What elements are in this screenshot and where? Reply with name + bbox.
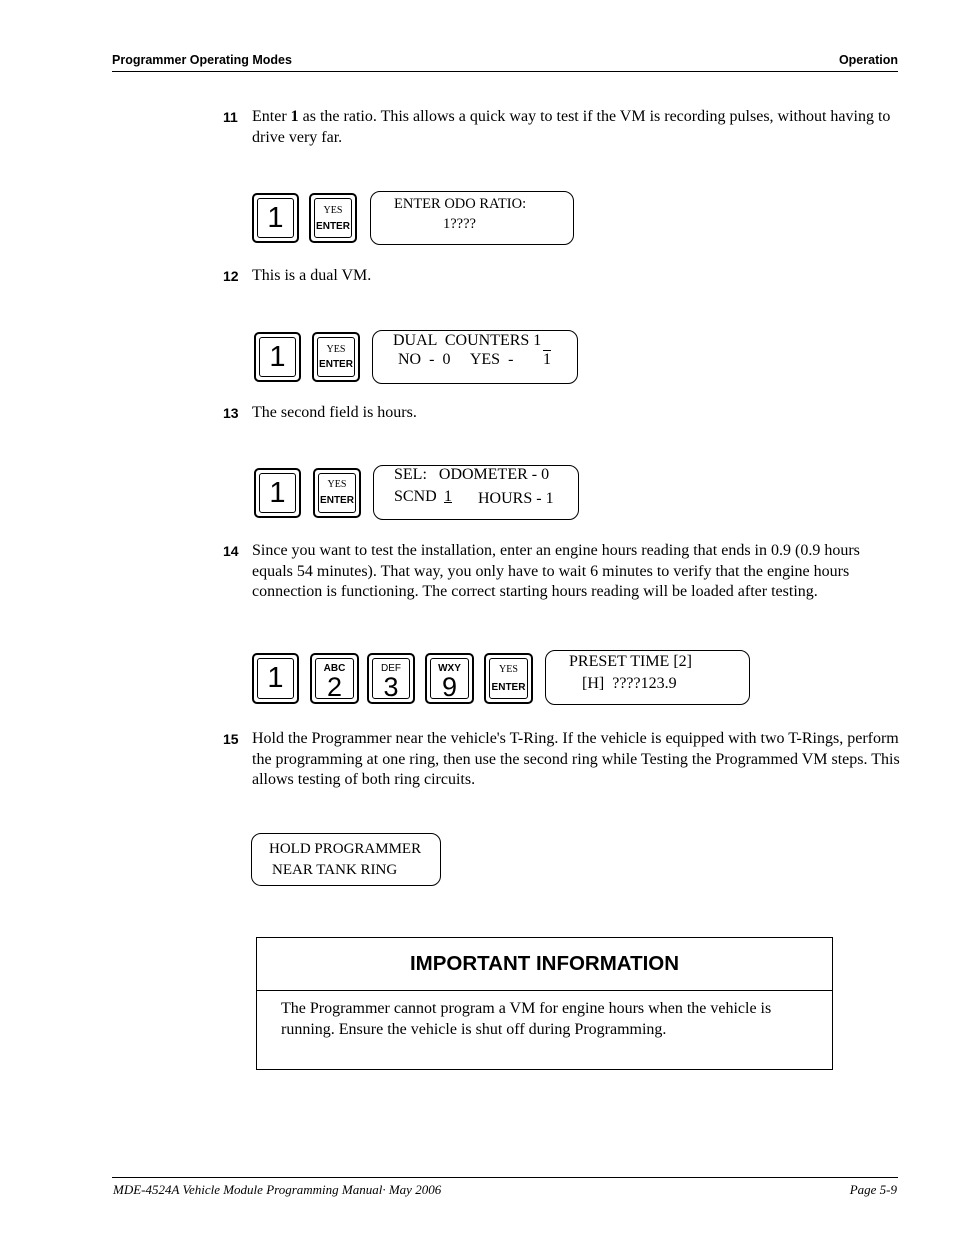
- key-label: 1: [267, 202, 284, 234]
- display-line-1: HOLD PROGRAMMER: [269, 841, 422, 857]
- display-line-2: [H] ????123.9: [582, 675, 677, 692]
- key-letters: DEF: [381, 663, 401, 674]
- display-line-2: 1????: [443, 216, 476, 232]
- display-line-1: DUAL COUNTERS 1: [393, 332, 542, 349]
- key-yes-enter[interactable]: [484, 653, 533, 704]
- key-yes-label: YES: [323, 205, 343, 216]
- step-text-part: Enter: [252, 108, 291, 125]
- important-information-title: IMPORTANT INFORMATION: [409, 952, 680, 975]
- key-label: 3: [383, 672, 399, 702]
- key-inner: [317, 337, 355, 377]
- key-2-abc[interactable]: [310, 653, 359, 704]
- key-1[interactable]: [254, 468, 301, 518]
- programmer-display: [545, 650, 750, 705]
- display-cursor: 1: [543, 351, 551, 368]
- key-1[interactable]: [252, 193, 299, 243]
- header-section-title: Programmer Operating Modes: [112, 53, 292, 67]
- key-label: 9: [441, 672, 458, 702]
- important-information-box: [256, 937, 833, 1070]
- key-9-wxy[interactable]: [425, 653, 474, 704]
- step-text: Since you want to test the installation, enter an engine hours reading that ends in 0.9 (0.9 hours equals 54 minutes). That way, you only have to wait 6 minutes to verify that the engine hours connection is functioning. The correct starting hours reading will be loaded after testing.: [252, 542, 860, 600]
- header-chapter-title: Operation: [838, 53, 898, 67]
- key-label: 1: [269, 477, 286, 509]
- key-enter-label: ENTER: [319, 359, 353, 370]
- display-line-2-label: SCND: [394, 488, 437, 505]
- programmer-display: [373, 465, 579, 520]
- step-number: 12: [223, 268, 239, 284]
- display-line-2: NO - 0 YES -: [398, 351, 514, 368]
- step-number: 13: [223, 405, 239, 421]
- programmer-display: [372, 330, 578, 384]
- key-yes-label: YES: [499, 664, 518, 675]
- key-yes-enter[interactable]: [313, 468, 361, 518]
- key-3-def[interactable]: [367, 653, 415, 704]
- header-rule: [112, 71, 898, 72]
- step-text: [252, 107, 902, 148]
- step-number: 15: [223, 731, 239, 747]
- programmer-display: [251, 833, 441, 886]
- step-text-part: as the ratio. This allows a quick way to test if the VM is recording pulses, without having to drive very far.: [252, 108, 891, 146]
- display-line-2: NEAR TANK RING: [272, 862, 398, 878]
- key-yes-label: YES: [326, 344, 346, 355]
- key-yes-enter[interactable]: [312, 332, 360, 382]
- key-yes-label: YES: [327, 479, 347, 490]
- display-line-1: ENTER ODO RATIO:: [394, 196, 527, 212]
- display-line-1: SEL: ODOMETER - 0: [394, 466, 550, 483]
- footer-document-title: MDE-4524A Vehicle Module Programming Manual· May 2006: [113, 1182, 442, 1197]
- step-number: 11: [223, 109, 238, 125]
- key-letters: ABC: [323, 663, 346, 674]
- display-line-2-value: HOURS - 1: [478, 490, 554, 507]
- footer-rule: [112, 1177, 898, 1178]
- key-enter-label: ENTER: [320, 495, 354, 506]
- key-1[interactable]: [254, 332, 301, 382]
- step-number: 14: [223, 543, 239, 559]
- step-text-bold: 1: [290, 108, 299, 125]
- important-information-text: The Programmer cannot program a VM for engine hours when the vehicle is running. Ensure the vehicle is shut off during Programming.: [281, 1000, 772, 1038]
- key-label: 2: [326, 672, 343, 702]
- key-1[interactable]: [252, 653, 299, 704]
- footer-page-number: Page 5-9: [849, 1182, 897, 1197]
- step-text: Hold the Programmer near the vehicle's T-Ring. If the vehicle is equipped with two T-Rings, perform the programming at one ring, then use the second ring while Testing the Programmed VM steps. This allows testing of both ring circuits.: [252, 730, 900, 788]
- key-enter-label: ENTER: [491, 682, 526, 693]
- step-text: The second field is hours.: [252, 404, 417, 421]
- key-letters: WXY: [438, 663, 461, 674]
- display-cursor: 1: [444, 488, 452, 505]
- key-label: 1: [267, 662, 284, 694]
- step-text: This is a dual VM.: [252, 267, 372, 284]
- important-information-divider: [257, 990, 832, 991]
- display-line-1: PRESET TIME [2]: [569, 653, 692, 670]
- programmer-display: [370, 191, 574, 245]
- key-enter-label: ENTER: [316, 221, 350, 232]
- key-label: 1: [269, 341, 286, 373]
- key-inner: [314, 198, 352, 238]
- key-yes-enter[interactable]: [309, 193, 357, 243]
